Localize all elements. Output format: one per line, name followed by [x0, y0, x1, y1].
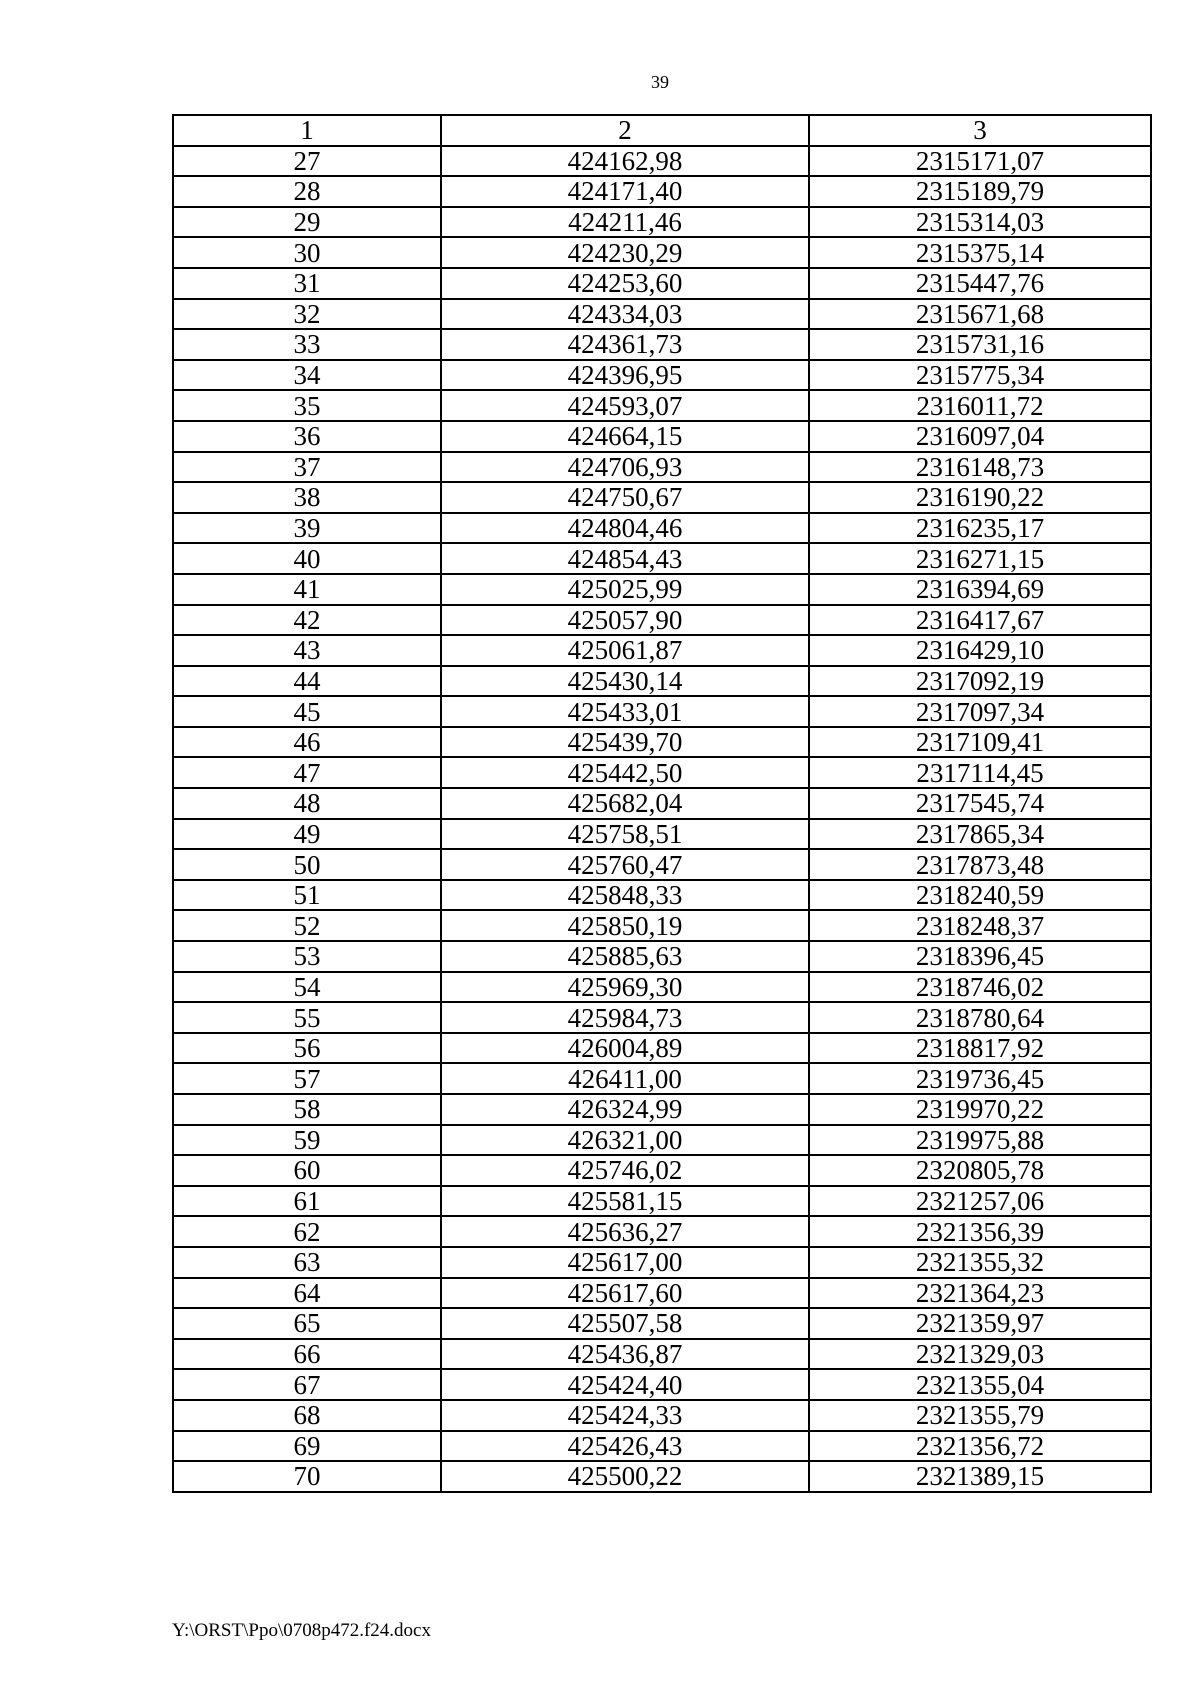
table-row: [173, 757, 1151, 788]
y-coordinate-cell: 2318817,92: [809, 1033, 1151, 1064]
y-coordinate-cell: 2316011,72: [809, 390, 1151, 421]
point-number-cell: 63: [173, 1247, 441, 1278]
table-row: [173, 1308, 1151, 1339]
y-coordinate-cell: 2316429,10: [809, 635, 1151, 666]
x-coordinate-cell: 424253,60: [441, 268, 809, 299]
table-row: [173, 482, 1151, 513]
y-coordinate-cell: 2321364,23: [809, 1278, 1151, 1309]
point-number-cell: 66: [173, 1339, 441, 1370]
x-coordinate-cell: 425061,87: [441, 635, 809, 666]
y-coordinate-cell: 2316148,73: [809, 452, 1151, 483]
point-number-cell: 39: [173, 513, 441, 544]
coordinates-table: [172, 114, 1152, 1493]
y-coordinate-cell: 2315775,34: [809, 360, 1151, 391]
y-coordinate-cell: 2317097,34: [809, 696, 1151, 727]
table-row: [173, 1400, 1151, 1431]
x-coordinate-cell: 425969,30: [441, 972, 809, 1003]
y-coordinate-cell: 2317545,74: [809, 788, 1151, 819]
x-coordinate-cell: 425760,47: [441, 849, 809, 880]
point-number-cell: 46: [173, 727, 441, 758]
x-coordinate-cell: 425436,87: [441, 1339, 809, 1370]
y-coordinate-cell: 2315375,14: [809, 237, 1151, 268]
table-row: [173, 146, 1151, 177]
point-number-cell: 68: [173, 1400, 441, 1431]
table-row: [173, 788, 1151, 819]
table-row: [173, 1339, 1151, 1370]
y-coordinate-cell: 2316235,17: [809, 513, 1151, 544]
x-coordinate-cell: 425507,58: [441, 1308, 809, 1339]
table-row: [173, 880, 1151, 911]
x-coordinate-cell: 424706,93: [441, 452, 809, 483]
table-row: [173, 574, 1151, 605]
table-row: [173, 421, 1151, 452]
y-coordinate-cell: 2317114,45: [809, 757, 1151, 788]
point-number-cell: 35: [173, 390, 441, 421]
x-coordinate-cell: 424804,46: [441, 513, 809, 544]
y-coordinate-cell: 2318396,45: [809, 941, 1151, 972]
table-row: [173, 1186, 1151, 1217]
x-coordinate-cell: 425424,40: [441, 1369, 809, 1400]
x-coordinate-cell: 425442,50: [441, 757, 809, 788]
table-body: [173, 146, 1151, 1492]
y-coordinate-cell: 2321389,15: [809, 1461, 1151, 1492]
point-number-cell: 34: [173, 360, 441, 391]
table-row: [173, 1033, 1151, 1064]
point-number-cell: 62: [173, 1216, 441, 1247]
point-number-cell: 49: [173, 819, 441, 850]
table-row: [173, 1369, 1151, 1400]
x-coordinate-cell: 425057,90: [441, 605, 809, 636]
point-number-cell: 32: [173, 299, 441, 330]
x-coordinate-cell: 425424,33: [441, 1400, 809, 1431]
y-coordinate-cell: 2317865,34: [809, 819, 1151, 850]
header-cell-3: 3: [809, 115, 1151, 146]
table-row: [173, 1431, 1151, 1462]
y-coordinate-cell: 2319736,45: [809, 1063, 1151, 1094]
table-row: [173, 1125, 1151, 1156]
point-number-cell: 56: [173, 1033, 441, 1064]
point-number-cell: 42: [173, 605, 441, 636]
point-number-cell: 33: [173, 329, 441, 360]
table-row: [173, 605, 1151, 636]
point-number-cell: 38: [173, 482, 441, 513]
point-number-cell: 70: [173, 1461, 441, 1492]
table-row: [173, 1216, 1151, 1247]
table-row: [173, 329, 1151, 360]
x-coordinate-cell: 425430,14: [441, 666, 809, 697]
x-coordinate-cell: 425636,27: [441, 1216, 809, 1247]
y-coordinate-cell: 2321356,72: [809, 1431, 1151, 1462]
point-number-cell: 40: [173, 543, 441, 574]
x-coordinate-cell: 426321,00: [441, 1125, 809, 1156]
table-row: [173, 635, 1151, 666]
table-row: [173, 390, 1151, 421]
x-coordinate-cell: 425885,63: [441, 941, 809, 972]
table-row: [173, 207, 1151, 238]
point-number-cell: 58: [173, 1094, 441, 1125]
x-coordinate-cell: 425848,33: [441, 880, 809, 911]
table-row: [173, 1002, 1151, 1033]
footer-file-path: Y:\ORST\Ppo\0708p472.f24.docx: [172, 1620, 431, 1641]
y-coordinate-cell: 2318780,64: [809, 1002, 1151, 1033]
x-coordinate-cell: 425500,22: [441, 1461, 809, 1492]
y-coordinate-cell: 2316097,04: [809, 421, 1151, 452]
point-number-cell: 51: [173, 880, 441, 911]
table-header-row: [173, 115, 1151, 146]
table-row: [173, 1461, 1151, 1492]
y-coordinate-cell: 2316190,22: [809, 482, 1151, 513]
table-row: [173, 299, 1151, 330]
y-coordinate-cell: 2321257,06: [809, 1186, 1151, 1217]
y-coordinate-cell: 2318240,59: [809, 880, 1151, 911]
x-coordinate-cell: 424396,95: [441, 360, 809, 391]
x-coordinate-cell: 425581,15: [441, 1186, 809, 1217]
point-number-cell: 29: [173, 207, 441, 238]
point-number-cell: 54: [173, 972, 441, 1003]
table-row: [173, 1247, 1151, 1278]
point-number-cell: 50: [173, 849, 441, 880]
x-coordinate-cell: 424162,98: [441, 146, 809, 177]
point-number-cell: 48: [173, 788, 441, 819]
point-number-cell: 64: [173, 1278, 441, 1309]
point-number-cell: 31: [173, 268, 441, 299]
point-number-cell: 30: [173, 237, 441, 268]
y-coordinate-cell: 2317092,19: [809, 666, 1151, 697]
table-row: [173, 849, 1151, 880]
y-coordinate-cell: 2315447,76: [809, 268, 1151, 299]
table-row: [173, 268, 1151, 299]
y-coordinate-cell: 2315731,16: [809, 329, 1151, 360]
y-coordinate-cell: 2316417,67: [809, 605, 1151, 636]
point-number-cell: 45: [173, 696, 441, 727]
y-coordinate-cell: 2319970,22: [809, 1094, 1151, 1125]
table-row: [173, 696, 1151, 727]
table-row: [173, 452, 1151, 483]
x-coordinate-cell: 425758,51: [441, 819, 809, 850]
point-number-cell: 65: [173, 1308, 441, 1339]
x-coordinate-cell: 424361,73: [441, 329, 809, 360]
table-row: [173, 972, 1151, 1003]
y-coordinate-cell: 2315671,68: [809, 299, 1151, 330]
point-number-cell: 47: [173, 757, 441, 788]
x-coordinate-cell: 424171,40: [441, 176, 809, 207]
y-coordinate-cell: 2321359,97: [809, 1308, 1151, 1339]
y-coordinate-cell: 2318746,02: [809, 972, 1151, 1003]
point-number-cell: 44: [173, 666, 441, 697]
y-coordinate-cell: 2319975,88: [809, 1125, 1151, 1156]
point-number-cell: 43: [173, 635, 441, 666]
x-coordinate-cell: 424750,67: [441, 482, 809, 513]
point-number-cell: 55: [173, 1002, 441, 1033]
table-row: [173, 666, 1151, 697]
y-coordinate-cell: 2316271,15: [809, 543, 1151, 574]
table-row: [173, 513, 1151, 544]
y-coordinate-cell: 2320805,78: [809, 1155, 1151, 1186]
point-number-cell: 59: [173, 1125, 441, 1156]
x-coordinate-cell: 424211,46: [441, 207, 809, 238]
x-coordinate-cell: 425746,02: [441, 1155, 809, 1186]
y-coordinate-cell: 2321355,04: [809, 1369, 1151, 1400]
x-coordinate-cell: 425433,01: [441, 696, 809, 727]
table-row: [173, 1155, 1151, 1186]
point-number-cell: 28: [173, 176, 441, 207]
table-row: [173, 360, 1151, 391]
y-coordinate-cell: 2321355,32: [809, 1247, 1151, 1278]
page-number: 39: [651, 72, 669, 92]
table-row: [173, 1063, 1151, 1094]
x-coordinate-cell: 425850,19: [441, 910, 809, 941]
table-row: [173, 1094, 1151, 1125]
y-coordinate-cell: 2316394,69: [809, 574, 1151, 605]
y-coordinate-cell: 2321329,03: [809, 1339, 1151, 1370]
point-number-cell: 67: [173, 1369, 441, 1400]
table-row: [173, 176, 1151, 207]
table-row: [173, 941, 1151, 972]
x-coordinate-cell: 425984,73: [441, 1002, 809, 1033]
x-coordinate-cell: 424593,07: [441, 390, 809, 421]
y-coordinate-cell: 2315171,07: [809, 146, 1151, 177]
table-row: [173, 819, 1151, 850]
x-coordinate-cell: 425439,70: [441, 727, 809, 758]
x-coordinate-cell: 424334,03: [441, 299, 809, 330]
point-number-cell: 36: [173, 421, 441, 452]
x-coordinate-cell: 425682,04: [441, 788, 809, 819]
point-number-cell: 37: [173, 452, 441, 483]
table-row: [173, 237, 1151, 268]
x-coordinate-cell: 425025,99: [441, 574, 809, 605]
y-coordinate-cell: 2321355,79: [809, 1400, 1151, 1431]
table-row: [173, 543, 1151, 574]
header-cell-1: 1: [173, 115, 441, 146]
y-coordinate-cell: 2315314,03: [809, 207, 1151, 238]
point-number-cell: 60: [173, 1155, 441, 1186]
y-coordinate-cell: 2317109,41: [809, 727, 1151, 758]
point-number-cell: 52: [173, 910, 441, 941]
table-row: [173, 1278, 1151, 1309]
point-number-cell: 41: [173, 574, 441, 605]
point-number-cell: 27: [173, 146, 441, 177]
x-coordinate-cell: 426004,89: [441, 1033, 809, 1064]
y-coordinate-cell: 2321356,39: [809, 1216, 1151, 1247]
x-coordinate-cell: 425617,60: [441, 1278, 809, 1309]
table-row: [173, 910, 1151, 941]
x-coordinate-cell: 424664,15: [441, 421, 809, 452]
y-coordinate-cell: 2315189,79: [809, 176, 1151, 207]
x-coordinate-cell: 426411,00: [441, 1063, 809, 1094]
x-coordinate-cell: 424230,29: [441, 237, 809, 268]
x-coordinate-cell: 426324,99: [441, 1094, 809, 1125]
x-coordinate-cell: 425426,43: [441, 1431, 809, 1462]
y-coordinate-cell: 2318248,37: [809, 910, 1151, 941]
table-row: [173, 727, 1151, 758]
point-number-cell: 61: [173, 1186, 441, 1217]
x-coordinate-cell: 425617,00: [441, 1247, 809, 1278]
point-number-cell: 53: [173, 941, 441, 972]
x-coordinate-cell: 424854,43: [441, 543, 809, 574]
point-number-cell: 69: [173, 1431, 441, 1462]
header-cell-2: 2: [441, 115, 809, 146]
y-coordinate-cell: 2317873,48: [809, 849, 1151, 880]
point-number-cell: 57: [173, 1063, 441, 1094]
